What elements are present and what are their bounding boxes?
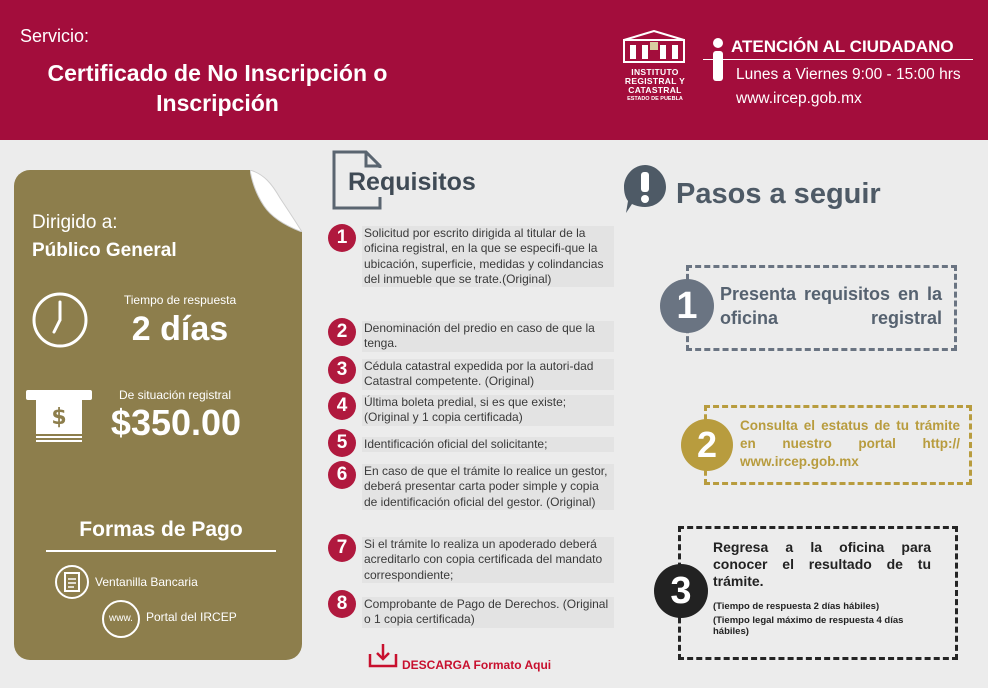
step-2-number: 2 (681, 419, 733, 471)
service-title: Certificado de No Inscripción o Inscripción (47, 60, 388, 116)
price-label: De situación registral (118, 388, 232, 402)
dirigido-label: Dirigido a: (32, 212, 118, 233)
requirement-text: Cédula catastral expedida por la autori-dad Catastral competente. (Original) (362, 359, 614, 390)
dirigido-value: Público General (32, 240, 177, 261)
attention-website-link[interactable]: www.ircep.gob.mx (736, 90, 862, 107)
requirement-number: 8 (328, 590, 356, 618)
info-person-icon (708, 38, 728, 84)
requirement-text: En caso de que el trámite lo realice un gestor, deberá presentar carta poder simple y copia de identificación oficial del gestor. (Original) (362, 464, 614, 510)
attention-hours: Lunes a Viernes 9:00 - 15:00 hrs (736, 66, 961, 83)
step-3-number: 3 (654, 564, 708, 618)
download-form-link[interactable]: DESCARGA Formato Aqui (402, 658, 552, 672)
response-time-label: Tiempo de respuesta (123, 293, 237, 307)
alert-icon (622, 163, 668, 215)
download-icon[interactable] (368, 642, 398, 668)
logo-line: INSTITUTO (631, 67, 679, 77)
requirement-number: 5 (328, 429, 356, 457)
requirement-number: 6 (328, 461, 356, 489)
requirement-number: 7 (328, 534, 356, 562)
requirement-text: Si el trámite lo realiza un apoderado deberá acreditarlo con copia certificada del mandato correspondiente; (362, 537, 614, 583)
response-time-value: 2 días (131, 310, 229, 348)
requirement-number: 4 (328, 392, 356, 420)
step-3-note-response: (Tiempo de respuesta 2 días hábiles) (713, 601, 880, 612)
logo-line: REGISTRAL Y (624, 76, 686, 86)
web-icon[interactable]: www. (102, 600, 140, 638)
requirement-text: Identificación oficial del solicitante; (362, 437, 614, 452)
requirement-text: Denominación del predio en caso de que la tenga. (362, 321, 614, 352)
payment-methods-divider (46, 550, 276, 552)
clock-icon (30, 290, 90, 350)
svg-text:$: $ (51, 405, 67, 430)
requirement-number: 2 (328, 318, 356, 346)
logo-line: ESTADO DE PUEBLA (627, 96, 683, 102)
attention-divider (703, 59, 973, 60)
bank-form-icon[interactable] (54, 564, 90, 600)
requirement-number: 3 (328, 356, 356, 384)
payment-bank-label[interactable]: Ventanilla Bancaria (95, 575, 198, 589)
attention-title: ATENCIÓN AL CIUDADANO (731, 37, 954, 56)
step-3-text: Regresa a la oficina para conocer el resultado de tu trámite. (713, 539, 931, 589)
price-value: $350.00 (110, 402, 242, 443)
step-3-note-legal: (Tiempo legal máximo de respuesta 4 días hábiles) (713, 615, 904, 637)
step-2-text[interactable]: Consulta el estatus de tu trámite en nuestro portal http:// www.ircep.gob.mx (740, 418, 960, 469)
payment-methods-title: Formas de Pago (79, 518, 243, 541)
steps-title: Pasos a seguir (676, 178, 881, 210)
payment-portal-label[interactable]: Portal del IRCEP (146, 610, 237, 624)
step-1-number: 1 (660, 279, 714, 333)
logo-line: CATASTRAL (628, 85, 682, 95)
atm-payment-icon (24, 388, 94, 444)
requirement-text: Comprobante de Pago de Derechos. (Original o 1 copia certificada) (362, 597, 614, 628)
step-1-text: Presenta requisitos en la oficina registral (720, 284, 942, 328)
requirement-text: Solicitud por escrito dirigida al titular de la oficina registral, en la que se especifi-que la ubicación, superficie, medidas y colindancias del inmueble que se trate.(Original) (362, 226, 614, 287)
requirement-number: 1 (328, 224, 356, 252)
service-label: Servicio: (20, 26, 90, 46)
logo-text (618, 68, 692, 104)
ircep-logo[interactable] (618, 30, 692, 110)
building-logo-icon (622, 30, 686, 64)
page-fold-icon (250, 170, 302, 232)
requirement-text: Última boleta predial, si es que existe; (Original y 1 copia certificada) (362, 395, 614, 426)
requirements-title: Requisitos (348, 168, 476, 196)
